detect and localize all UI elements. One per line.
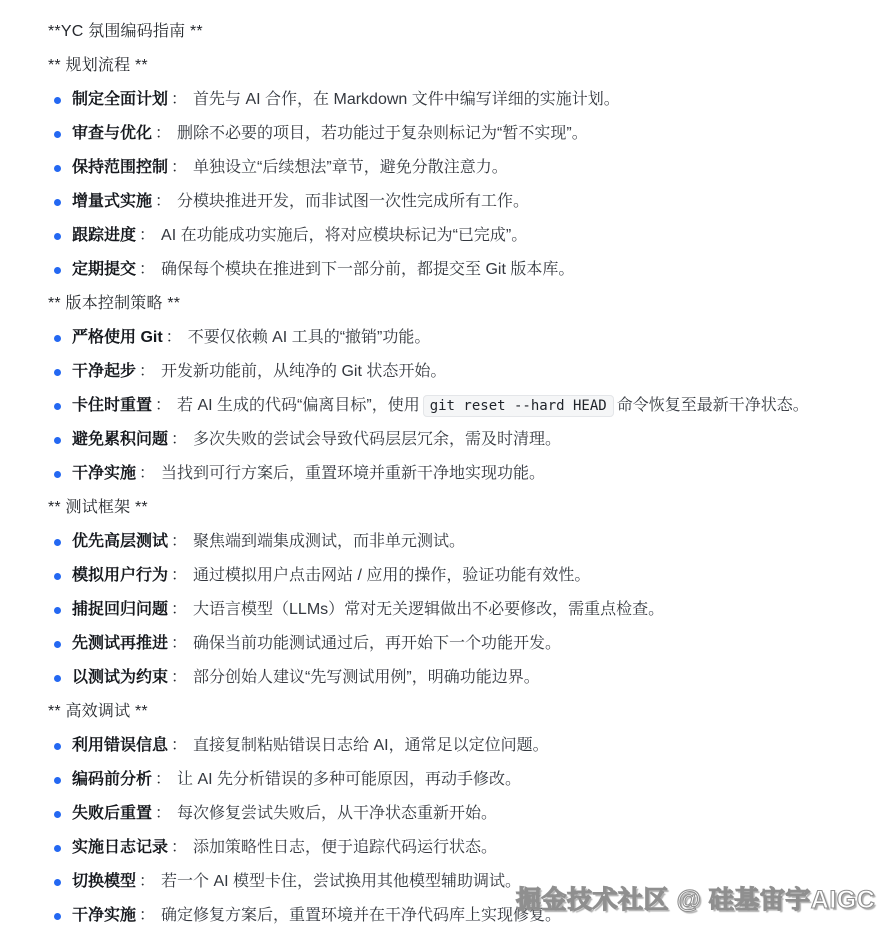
item-separator: ： xyxy=(139,363,156,380)
item-term: 定期提交 xyxy=(72,261,137,278)
item-desc: 部分创始人建议“先写测试用例”，明确功能边界。 xyxy=(193,669,540,686)
list-item xyxy=(48,117,894,151)
list-item xyxy=(48,185,894,219)
inline-code: git reset --hard HEAD xyxy=(423,395,614,417)
list-item xyxy=(48,423,894,457)
item-term: 增量式实施 xyxy=(72,193,153,210)
item-separator: ： xyxy=(171,159,188,176)
bullet-icon xyxy=(54,743,61,750)
item-separator: ： xyxy=(171,431,188,448)
bullet-icon xyxy=(54,641,61,648)
bullet-icon xyxy=(54,879,61,886)
item-term: 干净起步 xyxy=(72,363,137,380)
bullet-icon xyxy=(54,845,61,852)
list-item xyxy=(48,797,894,831)
item-separator: ： xyxy=(171,839,188,856)
item-desc: 不要仅依赖 AI 工具的“撤销”功能。 xyxy=(187,329,431,346)
list-item xyxy=(48,219,894,253)
list-item xyxy=(48,559,894,593)
item-term: 干净实施 xyxy=(72,907,137,924)
bullet-icon xyxy=(54,97,61,104)
item-separator: ： xyxy=(171,635,188,652)
bullet-icon xyxy=(54,607,61,614)
item-desc: 确定修复方案后，重置环境并在干净代码库上实现修复。 xyxy=(161,907,562,924)
bullet-icon xyxy=(54,777,61,784)
bullet-icon xyxy=(54,335,61,342)
item-term: 失败后重置 xyxy=(72,805,153,822)
item-separator: ： xyxy=(139,227,156,244)
list-item xyxy=(48,389,894,423)
item-separator: ： xyxy=(171,669,188,686)
list-item xyxy=(48,661,894,695)
watermark: 掘金技术社区 @ 硅基宙宇AIGC xyxy=(516,886,876,914)
item-desc: 大语言模型（LLMs）常对无关逻辑做出不必要修改，需重点检查。 xyxy=(193,601,665,618)
item-term: 保持范围控制 xyxy=(72,159,169,176)
item-separator: ： xyxy=(171,737,188,754)
bullet-icon xyxy=(54,403,61,410)
item-term: 优先高层测试 xyxy=(72,533,169,550)
item-desc: 若一个 AI 模型卡住，尝试换用其他模型辅助调试。 xyxy=(161,873,522,890)
item-term: 干净实施 xyxy=(72,465,137,482)
list-item xyxy=(48,865,894,899)
list-item xyxy=(48,151,894,185)
list-item xyxy=(48,729,894,763)
item-term: 先测试再推进 xyxy=(72,635,169,652)
list-item xyxy=(48,355,894,389)
section-heading: ** 版本控制策略 ** xyxy=(48,295,181,312)
item-separator: ： xyxy=(139,873,156,890)
section-heading: ** 规划流程 ** xyxy=(48,57,148,74)
item-separator: ： xyxy=(155,397,172,414)
item-desc: 每次修复尝试失败后，从干净状态重新开始。 xyxy=(177,805,498,822)
item-separator: ： xyxy=(155,193,172,210)
list-item xyxy=(48,83,894,117)
item-term: 卡住时重置 xyxy=(72,397,153,414)
list-item xyxy=(48,627,894,661)
list-item xyxy=(48,899,894,933)
item-separator: ： xyxy=(171,601,188,618)
list-item xyxy=(48,593,894,627)
item-separator: ： xyxy=(165,329,182,346)
item-desc: 多次失败的尝试会导致代码层层冗余，需及时清理。 xyxy=(193,431,562,448)
item-desc: 确保每个模块在推进到下一部分前，都提交至 Git 版本库。 xyxy=(161,261,575,278)
item-desc: 删除不必要的项目，若功能过于复杂则标记为“暂不实现”。 xyxy=(177,125,588,142)
document-title: **YC 氛围编码指南 ** xyxy=(48,23,203,40)
bullet-icon xyxy=(54,913,61,920)
bullet-icon xyxy=(54,811,61,818)
bullet-icon xyxy=(54,165,61,172)
item-desc: 开发新功能前，从纯净的 Git 状态开始。 xyxy=(161,363,447,380)
item-desc: AI 在功能成功实施后，将对应模块标记为“已完成”。 xyxy=(161,227,528,244)
item-desc: 首先与 AI 合作，在 Markdown 文件中编写详细的实施计划。 xyxy=(193,91,620,108)
item-term: 编码前分析 xyxy=(72,771,153,788)
item-desc: 让 AI 先分析错误的多种可能原因，再动手修改。 xyxy=(177,771,522,788)
bullet-icon xyxy=(54,437,61,444)
item-term: 模拟用户行为 xyxy=(72,567,169,584)
item-separator: ： xyxy=(139,907,156,924)
item-term: 以测试为约束 xyxy=(72,669,169,686)
list-item xyxy=(48,525,894,559)
item-desc: 分模块推进开发，而非试图一次性完成所有工作。 xyxy=(177,193,530,210)
item-desc: 添加策略性日志，便于追踪代码运行状态。 xyxy=(193,839,498,856)
section-heading: ** 高效调试 ** xyxy=(48,703,148,720)
item-separator: ： xyxy=(171,533,188,550)
item-separator: ： xyxy=(155,805,172,822)
bullet-icon xyxy=(54,471,61,478)
bullet-icon xyxy=(54,539,61,546)
item-term: 避免累积问题 xyxy=(72,431,169,448)
item-desc: 聚焦端到端集成测试，而非单元测试。 xyxy=(193,533,466,550)
item-desc: 单独设立“后续想法”章节，避免分散注意力。 xyxy=(193,159,508,176)
item-desc: 若 AI 生成的代码“偏离目标”，使用 git reset --hard HEAD 命令恢复至最新干净状态。 xyxy=(177,397,809,414)
list-item xyxy=(48,321,894,355)
item-term: 利用错误信息 xyxy=(72,737,169,754)
item-term: 切换模型 xyxy=(72,873,137,890)
item-desc: 当找到可行方案后，重置环境并重新干净地实现功能。 xyxy=(161,465,546,482)
item-term: 跟踪进度 xyxy=(72,227,137,244)
bullet-icon xyxy=(54,199,61,206)
list-item xyxy=(48,457,894,491)
item-separator: ： xyxy=(155,125,172,142)
bullet-icon xyxy=(54,233,61,240)
item-separator: ： xyxy=(139,465,156,482)
item-term: 审查与优化 xyxy=(72,125,153,142)
item-separator: ： xyxy=(139,261,156,278)
item-term: 实施日志记录 xyxy=(72,839,169,856)
item-term: 严格使用 Git xyxy=(72,329,163,346)
item-separator: ： xyxy=(171,567,188,584)
item-term: 制定全面计划 xyxy=(72,91,169,108)
bullet-icon xyxy=(54,369,61,376)
bullet-icon xyxy=(54,573,61,580)
item-term: 捕捉回归问题 xyxy=(72,601,169,618)
section-heading: ** 测试框架 ** xyxy=(48,499,148,516)
list-item xyxy=(48,763,894,797)
item-desc: 通过模拟用户点击网站 / 应用的操作，验证功能有效性。 xyxy=(193,567,591,584)
item-desc: 直接复制粘贴错误日志给 AI，通常足以定位问题。 xyxy=(193,737,549,754)
list-item xyxy=(48,831,894,865)
bullet-icon xyxy=(54,131,61,138)
item-separator: ： xyxy=(171,91,188,108)
bullet-icon xyxy=(54,675,61,682)
list-item xyxy=(48,253,894,287)
item-separator: ： xyxy=(155,771,172,788)
item-desc: 确保当前功能测试通过后，再开始下一个功能开发。 xyxy=(193,635,562,652)
bullet-icon xyxy=(54,267,61,274)
